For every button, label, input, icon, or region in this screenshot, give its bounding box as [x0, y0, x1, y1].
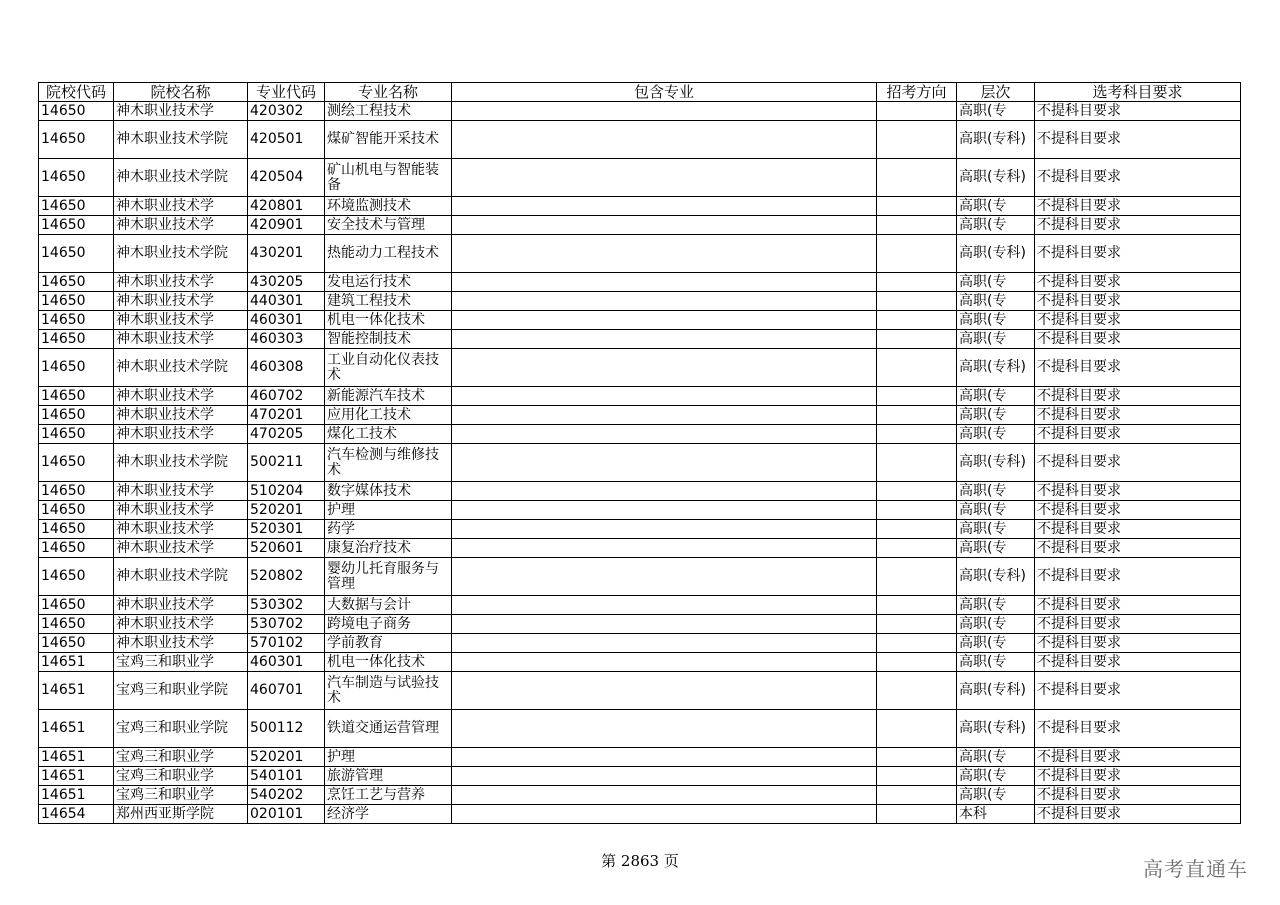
major-name-cell: 汽车制造与试验技术 — [325, 672, 452, 710]
level-cell: 高职(专 — [957, 292, 1035, 311]
table-row — [39, 273, 1241, 292]
table-row — [39, 121, 1241, 159]
school-name-cell: 宝鸡三和职业学 — [114, 786, 248, 805]
school-name-cell: 神木职业技术学 — [114, 482, 248, 501]
school-name-cell: 神木职业技术学 — [114, 102, 248, 121]
subject-requirement-cell: 不提科目要求 — [1035, 786, 1241, 805]
included-majors-cell — [452, 767, 877, 786]
level-cell: 高职(专 — [957, 387, 1035, 406]
level-cell: 高职(专 — [957, 615, 1035, 634]
school-code-cell: 14650 — [39, 615, 114, 634]
subject-requirement-cell: 不提科目要求 — [1035, 767, 1241, 786]
school-name-cell: 宝鸡三和职业学院 — [114, 672, 248, 710]
level-cell: 高职(专科) — [957, 235, 1035, 273]
included-majors-cell — [452, 330, 877, 349]
major-name-cell: 建筑工程技术 — [325, 292, 452, 311]
major-code-cell: 520201 — [248, 748, 325, 767]
major-name-cell: 工业自动化仪表技术 — [325, 349, 452, 387]
subject-requirement-cell: 不提科目要求 — [1035, 330, 1241, 349]
school-name-cell: 神木职业技术学 — [114, 387, 248, 406]
school-name-cell: 神木职业技术学院 — [114, 159, 248, 197]
school-code-cell: 14650 — [39, 558, 114, 596]
table-row — [39, 292, 1241, 311]
included-majors-cell — [452, 539, 877, 558]
major-code-cell: 540101 — [248, 767, 325, 786]
included-majors-cell — [452, 634, 877, 653]
table-row — [39, 520, 1241, 539]
included-majors-cell — [452, 121, 877, 159]
major-name-cell: 铁道交通运营管理 — [325, 710, 452, 748]
major-code-cell: 570102 — [248, 634, 325, 653]
major-name-cell: 矿山机电与智能装备 — [325, 159, 452, 197]
school-code-cell: 14651 — [39, 786, 114, 805]
direction-cell — [877, 425, 957, 444]
major-code-cell: 520601 — [248, 539, 325, 558]
admission-table — [38, 82, 1241, 824]
included-majors-cell — [452, 520, 877, 539]
major-name-cell: 旅游管理 — [325, 767, 452, 786]
page-number: 第 2863 页 — [601, 852, 679, 870]
header-direction: 招考方向 — [877, 83, 957, 102]
major-name-cell: 大数据与会计 — [325, 596, 452, 615]
school-code-cell: 14650 — [39, 235, 114, 273]
school-code-cell: 14650 — [39, 387, 114, 406]
major-code-cell: 460303 — [248, 330, 325, 349]
subject-requirement-cell: 不提科目要求 — [1035, 501, 1241, 520]
school-name-cell: 神木职业技术学 — [114, 596, 248, 615]
subject-requirement-cell: 不提科目要求 — [1035, 653, 1241, 672]
school-name-cell: 神木职业技术学 — [114, 615, 248, 634]
direction-cell — [877, 387, 957, 406]
major-name-cell: 应用化工技术 — [325, 406, 452, 425]
major-code-cell: 420504 — [248, 159, 325, 197]
school-name-cell: 神木职业技术学 — [114, 330, 248, 349]
table-row — [39, 672, 1241, 710]
included-majors-cell — [452, 786, 877, 805]
header-subject-requirement: 选考科目要求 — [1035, 83, 1241, 102]
subject-requirement-cell: 不提科目要求 — [1035, 216, 1241, 235]
level-cell: 高职(专科) — [957, 444, 1035, 482]
major-name-cell: 康复治疗技术 — [325, 539, 452, 558]
subject-requirement-cell: 不提科目要求 — [1035, 444, 1241, 482]
school-name-cell: 神木职业技术学 — [114, 520, 248, 539]
subject-requirement-cell: 不提科目要求 — [1035, 197, 1241, 216]
included-majors-cell — [452, 596, 877, 615]
direction-cell — [877, 273, 957, 292]
major-code-cell: 420901 — [248, 216, 325, 235]
school-code-cell: 14650 — [39, 634, 114, 653]
included-majors-cell — [452, 672, 877, 710]
direction-cell — [877, 501, 957, 520]
direction-cell — [877, 767, 957, 786]
major-code-cell: 520301 — [248, 520, 325, 539]
direction-cell — [877, 558, 957, 596]
included-majors-cell — [452, 615, 877, 634]
included-majors-cell — [452, 102, 877, 121]
subject-requirement-cell: 不提科目要求 — [1035, 387, 1241, 406]
school-code-cell: 14651 — [39, 748, 114, 767]
school-name-cell: 神木职业技术学院 — [114, 444, 248, 482]
school-code-cell: 14650 — [39, 501, 114, 520]
subject-requirement-cell: 不提科目要求 — [1035, 159, 1241, 197]
school-name-cell: 宝鸡三和职业学院 — [114, 710, 248, 748]
included-majors-cell — [452, 653, 877, 672]
direction-cell — [877, 330, 957, 349]
level-cell: 高职(专 — [957, 406, 1035, 425]
major-code-cell: 460702 — [248, 387, 325, 406]
level-cell: 高职(专科) — [957, 710, 1035, 748]
major-name-cell: 发电运行技术 — [325, 273, 452, 292]
header-school-code: 院校代码 — [39, 83, 114, 102]
major-code-cell: 420501 — [248, 121, 325, 159]
level-cell: 高职(专科) — [957, 349, 1035, 387]
major-name-cell: 智能控制技术 — [325, 330, 452, 349]
subject-requirement-cell: 不提科目要求 — [1035, 482, 1241, 501]
direction-cell — [877, 406, 957, 425]
major-name-cell: 机电一体化技术 — [325, 311, 452, 330]
major-name-cell: 环境监测技术 — [325, 197, 452, 216]
school-name-cell: 宝鸡三和职业学 — [114, 748, 248, 767]
school-name-cell: 宝鸡三和职业学 — [114, 767, 248, 786]
level-cell: 高职(专科) — [957, 121, 1035, 159]
major-code-cell: 500112 — [248, 710, 325, 748]
table-row — [39, 539, 1241, 558]
included-majors-cell — [452, 501, 877, 520]
major-code-cell: 530302 — [248, 596, 325, 615]
major-name-cell: 煤矿智能开采技术 — [325, 121, 452, 159]
school-code-cell: 14650 — [39, 216, 114, 235]
table-row — [39, 634, 1241, 653]
major-name-cell: 护理 — [325, 501, 452, 520]
school-code-cell: 14651 — [39, 672, 114, 710]
school-code-cell: 14650 — [39, 330, 114, 349]
subject-requirement-cell: 不提科目要求 — [1035, 235, 1241, 273]
direction-cell — [877, 653, 957, 672]
school-code-cell: 14650 — [39, 406, 114, 425]
table-row — [39, 425, 1241, 444]
subject-requirement-cell: 不提科目要求 — [1035, 596, 1241, 615]
table-row — [39, 159, 1241, 197]
school-name-cell: 神木职业技术学 — [114, 216, 248, 235]
school-code-cell: 14650 — [39, 273, 114, 292]
school-code-cell: 14650 — [39, 596, 114, 615]
header-school-name: 院校名称 — [114, 83, 248, 102]
table-row — [39, 197, 1241, 216]
school-code-cell: 14651 — [39, 710, 114, 748]
major-name-cell: 烹饪工艺与营养 — [325, 786, 452, 805]
direction-cell — [877, 444, 957, 482]
subject-requirement-cell: 不提科目要求 — [1035, 292, 1241, 311]
included-majors-cell — [452, 710, 877, 748]
major-code-cell: 540202 — [248, 786, 325, 805]
school-code-cell: 14651 — [39, 653, 114, 672]
school-name-cell: 神木职业技术学 — [114, 406, 248, 425]
major-name-cell: 经济学 — [325, 805, 452, 824]
subject-requirement-cell: 不提科目要求 — [1035, 102, 1241, 121]
major-code-cell: 510204 — [248, 482, 325, 501]
subject-requirement-cell: 不提科目要求 — [1035, 349, 1241, 387]
subject-requirement-cell: 不提科目要求 — [1035, 748, 1241, 767]
direction-cell — [877, 159, 957, 197]
level-cell: 高职(专科) — [957, 672, 1035, 710]
included-majors-cell — [452, 292, 877, 311]
table-row — [39, 710, 1241, 748]
direction-cell — [877, 786, 957, 805]
subject-requirement-cell: 不提科目要求 — [1035, 406, 1241, 425]
major-name-cell: 煤化工技术 — [325, 425, 452, 444]
included-majors-cell — [452, 273, 877, 292]
level-cell: 高职(专 — [957, 786, 1035, 805]
direction-cell — [877, 349, 957, 387]
school-name-cell: 神木职业技术学院 — [114, 558, 248, 596]
table-row — [39, 235, 1241, 273]
school-name-cell: 神木职业技术学院 — [114, 121, 248, 159]
major-name-cell: 热能动力工程技术 — [325, 235, 452, 273]
subject-requirement-cell: 不提科目要求 — [1035, 615, 1241, 634]
direction-cell — [877, 634, 957, 653]
school-name-cell: 神木职业技术学 — [114, 501, 248, 520]
major-code-cell: 430205 — [248, 273, 325, 292]
school-name-cell: 神木职业技术学 — [114, 273, 248, 292]
level-cell: 高职(专 — [957, 197, 1035, 216]
level-cell: 高职(专 — [957, 596, 1035, 615]
direction-cell — [877, 520, 957, 539]
direction-cell — [877, 539, 957, 558]
direction-cell — [877, 596, 957, 615]
major-code-cell: 470201 — [248, 406, 325, 425]
major-name-cell: 数字媒体技术 — [325, 482, 452, 501]
table-row — [39, 406, 1241, 425]
major-code-cell: 020101 — [248, 805, 325, 824]
table-row — [39, 653, 1241, 672]
table-row — [39, 482, 1241, 501]
school-code-cell: 14650 — [39, 482, 114, 501]
major-code-cell: 520201 — [248, 501, 325, 520]
level-cell: 高职(专 — [957, 273, 1035, 292]
school-code-cell: 14650 — [39, 444, 114, 482]
school-name-cell: 神木职业技术学院 — [114, 349, 248, 387]
header-included-majors: 包含专业 — [452, 83, 877, 102]
school-name-cell: 神木职业技术学院 — [114, 235, 248, 273]
included-majors-cell — [452, 425, 877, 444]
direction-cell — [877, 197, 957, 216]
major-code-cell: 420801 — [248, 197, 325, 216]
major-name-cell: 新能源汽车技术 — [325, 387, 452, 406]
major-code-cell: 430201 — [248, 235, 325, 273]
major-code-cell: 470205 — [248, 425, 325, 444]
table-row — [39, 444, 1241, 482]
school-code-cell: 14650 — [39, 159, 114, 197]
direction-cell — [877, 216, 957, 235]
included-majors-cell — [452, 349, 877, 387]
school-code-cell: 14650 — [39, 102, 114, 121]
school-name-cell: 神木职业技术学 — [114, 425, 248, 444]
school-code-cell: 14650 — [39, 292, 114, 311]
direction-cell — [877, 710, 957, 748]
table-row — [39, 558, 1241, 596]
major-name-cell: 药学 — [325, 520, 452, 539]
header-level: 层次 — [957, 83, 1035, 102]
subject-requirement-cell: 不提科目要求 — [1035, 805, 1241, 824]
subject-requirement-cell: 不提科目要求 — [1035, 273, 1241, 292]
major-name-cell: 机电一体化技术 — [325, 653, 452, 672]
major-name-cell: 学前教育 — [325, 634, 452, 653]
level-cell: 高职(专 — [957, 330, 1035, 349]
direction-cell — [877, 121, 957, 159]
level-cell: 高职(专科) — [957, 159, 1035, 197]
table-row — [39, 216, 1241, 235]
level-cell: 高职(专 — [957, 102, 1035, 121]
subject-requirement-cell: 不提科目要求 — [1035, 710, 1241, 748]
major-code-cell: 530702 — [248, 615, 325, 634]
table-row — [39, 767, 1241, 786]
direction-cell — [877, 615, 957, 634]
included-majors-cell — [452, 387, 877, 406]
major-code-cell: 460308 — [248, 349, 325, 387]
table-row — [39, 102, 1241, 121]
school-code-cell: 14651 — [39, 767, 114, 786]
school-name-cell: 宝鸡三和职业学 — [114, 653, 248, 672]
level-cell: 高职(专 — [957, 520, 1035, 539]
included-majors-cell — [452, 197, 877, 216]
major-code-cell: 460701 — [248, 672, 325, 710]
level-cell: 高职(专 — [957, 748, 1035, 767]
direction-cell — [877, 235, 957, 273]
major-name-cell: 安全技术与管理 — [325, 216, 452, 235]
subject-requirement-cell: 不提科目要求 — [1035, 634, 1241, 653]
direction-cell — [877, 311, 957, 330]
table-row — [39, 387, 1241, 406]
direction-cell — [877, 292, 957, 311]
school-code-cell: 14654 — [39, 805, 114, 824]
major-name-cell: 汽车检测与维修技术 — [325, 444, 452, 482]
major-name-cell: 测绘工程技术 — [325, 102, 452, 121]
school-name-cell: 神木职业技术学 — [114, 539, 248, 558]
school-code-cell: 14650 — [39, 539, 114, 558]
school-code-cell: 14650 — [39, 425, 114, 444]
watermark-text: 高考直通车 — [1143, 857, 1248, 881]
direction-cell — [877, 805, 957, 824]
included-majors-cell — [452, 159, 877, 197]
header-major-code: 专业代码 — [248, 83, 325, 102]
table-row — [39, 501, 1241, 520]
school-name-cell: 郑州西亚斯学院 — [114, 805, 248, 824]
table-row — [39, 349, 1241, 387]
table-row — [39, 805, 1241, 824]
direction-cell — [877, 482, 957, 501]
level-cell: 高职(专 — [957, 501, 1035, 520]
table-row — [39, 596, 1241, 615]
school-code-cell: 14650 — [39, 349, 114, 387]
level-cell: 高职(专 — [957, 653, 1035, 672]
school-code-cell: 14650 — [39, 520, 114, 539]
subject-requirement-cell: 不提科目要求 — [1035, 311, 1241, 330]
major-name-cell: 护理 — [325, 748, 452, 767]
direction-cell — [877, 672, 957, 710]
major-name-cell: 婴幼儿托育服务与管理 — [325, 558, 452, 596]
level-cell: 高职(专 — [957, 216, 1035, 235]
subject-requirement-cell: 不提科目要求 — [1035, 558, 1241, 596]
major-code-cell: 420302 — [248, 102, 325, 121]
included-majors-cell — [452, 558, 877, 596]
subject-requirement-cell: 不提科目要求 — [1035, 520, 1241, 539]
major-name-cell: 跨境电子商务 — [325, 615, 452, 634]
school-name-cell: 神木职业技术学 — [114, 197, 248, 216]
included-majors-cell — [452, 406, 877, 425]
level-cell: 高职(专 — [957, 539, 1035, 558]
included-majors-cell — [452, 482, 877, 501]
school-code-cell: 14650 — [39, 311, 114, 330]
header-row — [39, 83, 1241, 102]
subject-requirement-cell: 不提科目要求 — [1035, 121, 1241, 159]
included-majors-cell — [452, 311, 877, 330]
table-row — [39, 748, 1241, 767]
school-code-cell: 14650 — [39, 121, 114, 159]
major-code-cell: 520802 — [248, 558, 325, 596]
school-code-cell: 14650 — [39, 197, 114, 216]
subject-requirement-cell: 不提科目要求 — [1035, 425, 1241, 444]
table-row — [39, 330, 1241, 349]
header-major-name: 专业名称 — [325, 83, 452, 102]
level-cell: 高职(专 — [957, 311, 1035, 330]
level-cell: 高职(专 — [957, 634, 1035, 653]
included-majors-cell — [452, 444, 877, 482]
table-row — [39, 615, 1241, 634]
included-majors-cell — [452, 805, 877, 824]
major-code-cell: 500211 — [248, 444, 325, 482]
included-majors-cell — [452, 748, 877, 767]
level-cell: 高职(专 — [957, 482, 1035, 501]
level-cell: 本科 — [957, 805, 1035, 824]
school-name-cell: 神木职业技术学 — [114, 634, 248, 653]
included-majors-cell — [452, 216, 877, 235]
direction-cell — [877, 102, 957, 121]
level-cell: 高职(专 — [957, 767, 1035, 786]
level-cell: 高职(专科) — [957, 558, 1035, 596]
included-majors-cell — [452, 235, 877, 273]
subject-requirement-cell: 不提科目要求 — [1035, 672, 1241, 710]
direction-cell — [877, 748, 957, 767]
school-name-cell: 神木职业技术学 — [114, 311, 248, 330]
school-name-cell: 神木职业技术学 — [114, 292, 248, 311]
level-cell: 高职(专 — [957, 425, 1035, 444]
major-code-cell: 460301 — [248, 311, 325, 330]
subject-requirement-cell: 不提科目要求 — [1035, 539, 1241, 558]
major-code-cell: 440301 — [248, 292, 325, 311]
major-code-cell: 460301 — [248, 653, 325, 672]
table-row — [39, 786, 1241, 805]
table-row — [39, 311, 1241, 330]
